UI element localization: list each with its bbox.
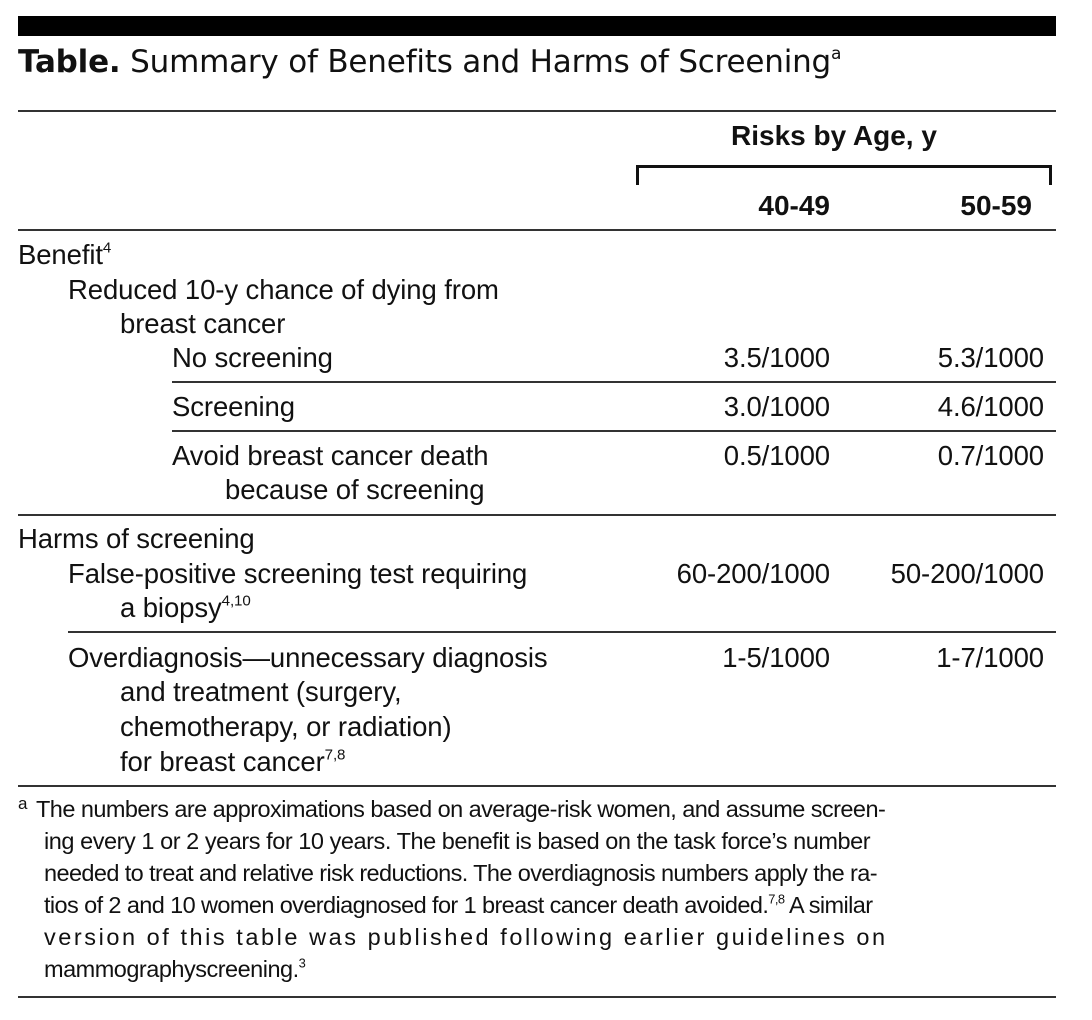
row-avoid-death-40-49: 0.5/1000 [723, 440, 830, 471]
row-screening-40-49: 3.0/1000 [723, 391, 830, 422]
row-overdiagnosis-label-line1: Overdiagnosis—unnecessary diagnosis [68, 642, 548, 673]
row-overdiagnosis-label-line2: and treatment (surgery, [120, 676, 402, 707]
row-overdiagnosis-label-text: for breast cancer [120, 746, 325, 777]
row-divider [172, 381, 1056, 383]
footnote-line-2: ing every 1 or 2 years for 10 years. The benefit is based on the task force’s number [44, 828, 871, 854]
section-benefit-label: Benefit [18, 239, 103, 270]
row-overdiagnosis-label-line4 [120, 745, 345, 779]
row-false-positive-ref: 4,10 [221, 592, 251, 610]
header-col-40-49: 40-49 [758, 190, 830, 221]
bottom-rule [18, 996, 1056, 998]
section-harms: Harms of screening [18, 523, 255, 554]
top-rule-bar [18, 16, 1056, 36]
row-screening-label: Screening [172, 391, 295, 422]
row-false-positive-label-line2 [120, 591, 251, 625]
row-avoid-death-label-line1: Avoid breast cancer death [172, 440, 489, 471]
footnote-mark: a [18, 794, 28, 813]
footnote-line-6-ref: 3 [298, 955, 306, 971]
section-benefit [18, 238, 111, 272]
row-overdiagnosis-50-59: 1-7/1000 [936, 642, 1044, 673]
row-divider [172, 430, 1056, 432]
row-overdiagnosis-label-line3: chemotherapy, or radiation) [120, 711, 452, 742]
row-no-screening-label: No screening [172, 342, 333, 373]
footnote-line-5: version of this table was published following earlier guidelines on [44, 924, 888, 950]
header-group-bracket [636, 165, 1052, 185]
row-overdiagnosis-40-49: 1-5/1000 [722, 642, 830, 673]
row-overdiagnosis-ref: 7,8 [324, 746, 346, 764]
table-title [18, 40, 841, 84]
header-group-label: Risks by Age, y [731, 120, 937, 151]
row-no-screening-50-59: 5.3/1000 [937, 342, 1044, 373]
row-false-positive-50-59: 50-200/1000 [890, 558, 1044, 589]
row-no-screening-40-49: 3.5/1000 [723, 342, 830, 373]
footnote-line-4-tail: A similar [784, 892, 873, 918]
row-false-positive-40-49: 60-200/1000 [676, 558, 830, 589]
table-title-footnote-mark: a [831, 44, 842, 65]
title-divider [18, 110, 1056, 112]
benefit-subhead-line2: breast cancer [120, 308, 286, 339]
footnote-line-4-text: tios of 2 and 10 women overdiagnosed for 1 breast cancer death avoided. [44, 892, 769, 918]
header-divider [18, 229, 1056, 231]
row-false-positive-label-text: a biopsy [120, 592, 222, 623]
table-title-text: Summary of Benefits and Harms of Screening [120, 44, 832, 80]
footnote-line-4 [44, 890, 872, 922]
row-screening-50-59: 4.6/1000 [937, 391, 1044, 422]
benefit-subhead-line1: Reduced 10-y chance of dying from [68, 274, 499, 305]
footnote-line-3: needed to treat and relative risk reductions. The overdiagnosis numbers apply the ra- [44, 860, 877, 886]
header-col-50-59: 50-59 [960, 190, 1032, 221]
section-benefit-ref: 4 [102, 239, 112, 257]
footnote-line-6 [44, 954, 305, 986]
row-avoid-death-50-59: 0.7/1000 [937, 440, 1044, 471]
row-divider [68, 631, 1056, 633]
footnote-line-4-ref: 7,8 [768, 891, 785, 907]
footnote-divider [18, 785, 1056, 787]
row-avoid-death-label-line2: because of screening [225, 474, 485, 505]
footnote-line-1: The numbers are approximations based on average-risk women, and assume screen- [36, 796, 886, 822]
section-divider [18, 514, 1056, 516]
footnote-line-6-text: mammographyscreening. [44, 956, 299, 982]
table-title-label: Table. [18, 44, 121, 80]
row-false-positive-label-line1: False-positive screening test requiring [68, 558, 528, 589]
